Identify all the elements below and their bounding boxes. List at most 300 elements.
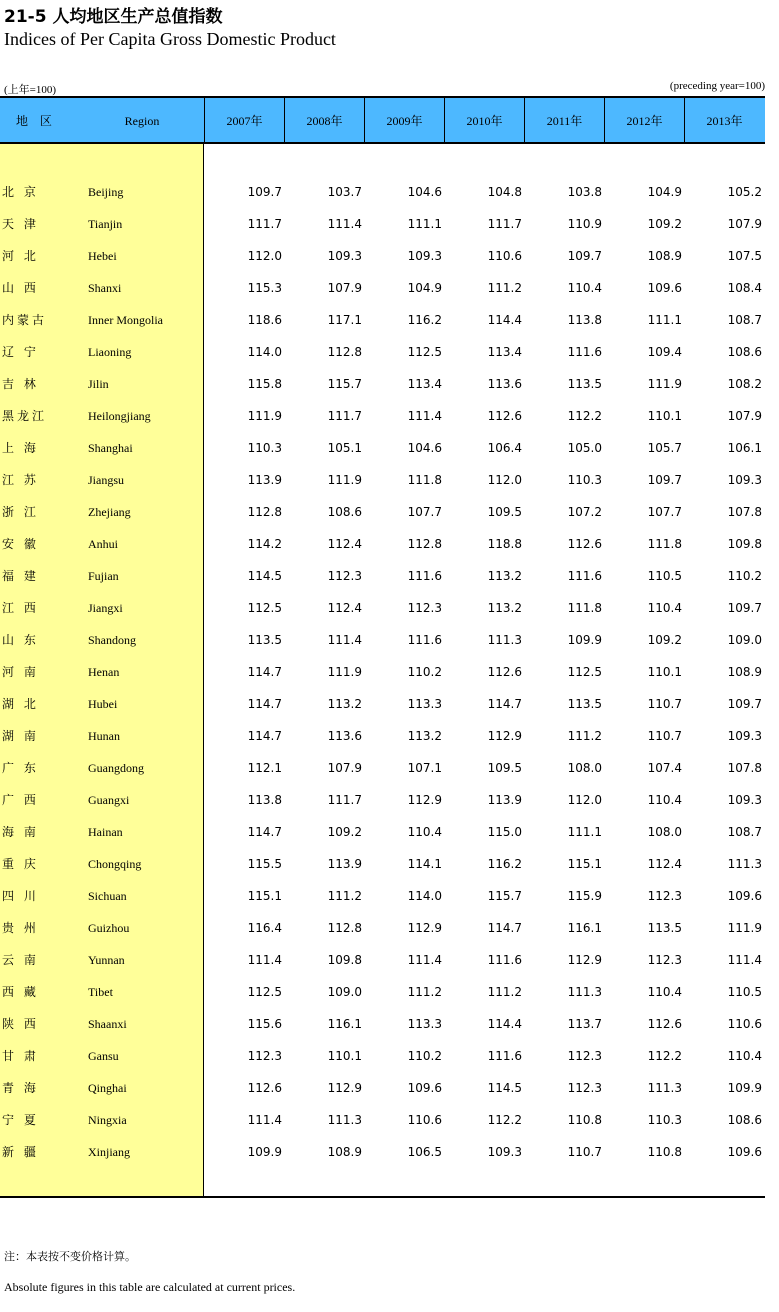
index-value: 111.8 [407, 473, 442, 487]
table-title-cn: 21-5 人均地区生产总值指数 [4, 7, 223, 27]
region-name-cn: 湖 南 [2, 729, 39, 743]
index-value: 112.5 [407, 345, 442, 359]
index-value: 107.8 [727, 505, 762, 519]
index-value: 113.5 [567, 697, 602, 711]
index-value: 110.1 [647, 409, 682, 423]
index-value: 109.3 [727, 729, 762, 743]
table-row [0, 1104, 765, 1136]
table-row [0, 528, 765, 560]
header-year: 2008年 [284, 98, 364, 142]
index-value: 107.9 [727, 217, 762, 231]
region-name-en: Sichuan [88, 889, 127, 903]
region-name-en: Yunnan [88, 953, 125, 967]
index-value: 107.7 [647, 505, 682, 519]
index-value: 107.2 [567, 505, 602, 519]
table-row [0, 368, 765, 400]
index-value: 108.7 [727, 313, 762, 327]
table-row [0, 272, 765, 304]
index-value: 107.9 [727, 409, 762, 423]
table-row [0, 912, 765, 944]
index-value: 110.3 [647, 1113, 682, 1127]
index-value: 112.0 [247, 249, 282, 263]
index-value: 115.6 [247, 1017, 282, 1031]
region-name-cn: 福 建 [2, 569, 39, 583]
index-value: 110.2 [727, 569, 762, 583]
index-value: 111.6 [567, 569, 602, 583]
index-value: 111.1 [407, 217, 442, 231]
index-value: 108.9 [727, 665, 762, 679]
index-value: 110.6 [487, 249, 522, 263]
index-value: 117.1 [327, 313, 362, 327]
table-row [0, 816, 765, 848]
table-row [0, 432, 765, 464]
unit-note-en: (preceding year=100) [669, 80, 765, 92]
index-value: 109.9 [567, 633, 602, 647]
index-value: 113.9 [327, 857, 362, 871]
index-value: 112.6 [247, 1081, 282, 1095]
region-name-cn: 甘 肃 [2, 1049, 39, 1063]
index-value: 111.4 [247, 1113, 282, 1127]
region-name-en: Henan [88, 665, 120, 679]
index-value: 109.6 [727, 889, 762, 903]
index-value: 113.4 [407, 377, 442, 391]
index-value: 112.3 [247, 1049, 282, 1063]
index-value: 116.1 [327, 1017, 362, 1031]
index-value: 108.6 [327, 505, 362, 519]
index-value: 116.1 [567, 921, 602, 935]
region-name-en: Beijing [88, 185, 124, 199]
index-value: 114.7 [247, 729, 282, 743]
index-value: 114.2 [247, 537, 282, 551]
table-row [0, 720, 765, 752]
table-row [0, 752, 765, 784]
table-row [0, 240, 765, 272]
index-value: 114.1 [407, 857, 442, 871]
index-value: 113.5 [247, 633, 282, 647]
index-value: 112.2 [487, 1113, 522, 1127]
index-value: 112.4 [647, 857, 682, 871]
region-name-cn: 广 东 [2, 761, 39, 775]
index-value: 112.3 [647, 953, 682, 967]
index-value: 111.4 [407, 409, 442, 423]
index-value: 111.2 [407, 985, 442, 999]
index-value: 107.9 [327, 281, 362, 295]
data-table [0, 96, 765, 1198]
index-value: 105.7 [647, 441, 682, 455]
index-value: 111.9 [247, 409, 282, 423]
index-value: 113.4 [487, 345, 522, 359]
region-name-en: Gansu [88, 1049, 119, 1063]
index-value: 111.4 [727, 953, 762, 967]
index-value: 111.2 [487, 281, 522, 295]
index-value: 113.3 [407, 697, 442, 711]
index-value: 107.8 [727, 761, 762, 775]
index-value: 111.9 [727, 921, 762, 935]
table-row [0, 464, 765, 496]
index-value: 107.9 [327, 761, 362, 775]
index-value: 113.8 [567, 313, 602, 327]
index-value: 111.6 [487, 953, 522, 967]
index-value: 109.7 [727, 697, 762, 711]
index-value: 113.5 [647, 921, 682, 935]
region-name-cn: 吉 林 [2, 377, 39, 391]
index-value: 109.9 [727, 1081, 762, 1095]
table-row [0, 944, 765, 976]
table-row [0, 1136, 765, 1168]
index-value: 108.9 [327, 1145, 362, 1159]
index-value: 111.2 [327, 889, 362, 903]
index-value: 114.7 [247, 697, 282, 711]
index-value: 107.1 [407, 761, 442, 775]
index-value: 112.0 [567, 793, 602, 807]
region-name-cn: 浙 江 [2, 505, 39, 519]
header-year: 2007年 [204, 98, 284, 142]
index-value: 112.6 [487, 409, 522, 423]
index-value: 109.7 [247, 185, 282, 199]
table-row [0, 336, 765, 368]
index-value: 112.6 [647, 1017, 682, 1031]
index-value: 113.7 [567, 1017, 602, 1031]
index-value: 104.6 [407, 441, 442, 455]
index-value: 113.6 [327, 729, 362, 743]
index-value: 110.2 [407, 1049, 442, 1063]
index-value: 112.9 [487, 729, 522, 743]
region-name-cn: 内蒙古 [2, 313, 48, 327]
index-value: 114.0 [247, 345, 282, 359]
index-value: 112.1 [247, 761, 282, 775]
region-name-cn: 辽 宁 [2, 345, 39, 359]
region-name-cn: 安 徽 [2, 537, 39, 551]
region-name-cn: 上 海 [2, 441, 39, 455]
index-value: 108.6 [727, 1113, 762, 1127]
index-value: 107.5 [727, 249, 762, 263]
region-name-en: Shanxi [88, 281, 122, 295]
index-value: 106.5 [407, 1145, 442, 1159]
region-name-cn: 黑龙江 [2, 409, 48, 423]
index-value: 108.2 [727, 377, 762, 391]
table-row [0, 1072, 765, 1104]
index-value: 111.3 [647, 1081, 682, 1095]
index-value: 115.7 [487, 889, 522, 903]
header-year: 2012年 [604, 98, 684, 142]
index-value: 109.2 [647, 633, 682, 647]
index-value: 113.2 [407, 729, 442, 743]
region-name-cn: 贵 州 [2, 921, 39, 935]
index-value: 104.9 [647, 185, 682, 199]
region-name-cn: 河 南 [2, 665, 39, 679]
index-value: 105.2 [727, 185, 762, 199]
region-name-en: Shandong [88, 633, 136, 647]
region-name-en: Hainan [88, 825, 123, 839]
region-name-en: Hunan [88, 729, 120, 743]
index-value: 111.2 [567, 729, 602, 743]
region-name-cn: 江 苏 [2, 473, 39, 487]
index-value: 112.8 [327, 921, 362, 935]
index-value: 112.9 [407, 921, 442, 935]
index-value: 113.2 [487, 569, 522, 583]
index-value: 110.4 [647, 601, 682, 615]
index-value: 112.3 [567, 1049, 602, 1063]
index-value: 110.1 [647, 665, 682, 679]
index-value: 111.7 [247, 217, 282, 231]
index-value: 108.6 [727, 345, 762, 359]
region-name-cn: 青 海 [2, 1081, 39, 1095]
index-value: 111.7 [327, 409, 362, 423]
index-value: 112.8 [407, 537, 442, 551]
index-value: 109.6 [647, 281, 682, 295]
index-value: 118.8 [487, 537, 522, 551]
index-value: 109.7 [727, 601, 762, 615]
index-value: 110.3 [567, 473, 602, 487]
index-value: 110.4 [727, 1049, 762, 1063]
index-value: 109.8 [727, 537, 762, 551]
index-value: 109.3 [487, 1145, 522, 1159]
index-value: 108.7 [727, 825, 762, 839]
index-value: 108.0 [567, 761, 602, 775]
index-value: 110.8 [647, 1145, 682, 1159]
index-value: 113.9 [247, 473, 282, 487]
region-name-cn: 江 西 [2, 601, 39, 615]
region-name-en: Tibet [88, 985, 113, 999]
header-region-cn: 地 区 [16, 114, 56, 128]
index-value: 113.3 [407, 1017, 442, 1031]
index-value: 111.4 [247, 953, 282, 967]
index-value: 110.2 [407, 665, 442, 679]
index-value: 108.4 [727, 281, 762, 295]
index-value: 111.8 [647, 537, 682, 551]
index-value: 113.2 [327, 697, 362, 711]
index-value: 111.3 [487, 633, 522, 647]
region-name-en: Guangdong [88, 761, 144, 775]
index-value: 112.5 [567, 665, 602, 679]
index-value: 115.5 [247, 857, 282, 871]
index-value: 114.4 [487, 1017, 522, 1031]
region-name-en: Guangxi [88, 793, 130, 807]
index-value: 104.9 [407, 281, 442, 295]
index-value: 111.9 [327, 665, 362, 679]
index-value: 107.7 [407, 505, 442, 519]
index-value: 112.5 [247, 601, 282, 615]
index-value: 111.4 [407, 953, 442, 967]
table-row [0, 1008, 765, 1040]
index-value: 103.8 [567, 185, 602, 199]
table-header [0, 96, 765, 144]
table-row [0, 848, 765, 880]
index-value: 109.8 [327, 953, 362, 967]
table-row [0, 688, 765, 720]
region-name-en: Xinjiang [88, 1145, 130, 1159]
index-value: 111.6 [567, 345, 602, 359]
index-value: 110.4 [647, 985, 682, 999]
region-name-cn: 重 庆 [2, 857, 39, 871]
index-value: 115.9 [567, 889, 602, 903]
table-row [0, 1040, 765, 1072]
footnote-cn: 注：本表按不变价格计算。 [4, 1250, 136, 1263]
table-row [0, 592, 765, 624]
table-body [0, 144, 765, 1198]
header-year: 2011年 [524, 98, 604, 142]
index-value: 111.2 [487, 985, 522, 999]
index-value: 112.6 [567, 537, 602, 551]
index-value: 109.9 [247, 1145, 282, 1159]
region-name-en: Inner Mongolia [88, 313, 163, 327]
region-name-en: Zhejiang [88, 505, 131, 519]
index-value: 110.6 [407, 1113, 442, 1127]
index-value: 103.7 [327, 185, 362, 199]
unit-note-cn: (上年=100) [4, 84, 57, 96]
region-name-cn: 广 西 [2, 793, 39, 807]
index-value: 114.7 [487, 921, 522, 935]
index-value: 114.7 [247, 665, 282, 679]
index-value: 108.0 [647, 825, 682, 839]
index-value: 110.9 [567, 217, 602, 231]
index-value: 111.9 [327, 473, 362, 487]
table-row [0, 976, 765, 1008]
region-name-en: Hubei [88, 697, 118, 711]
index-value: 107.4 [647, 761, 682, 775]
index-value: 114.0 [407, 889, 442, 903]
index-value: 113.5 [567, 377, 602, 391]
region-name-en: Shanghai [88, 441, 133, 455]
index-value: 110.6 [727, 1017, 762, 1031]
region-name-en: Guizhou [88, 921, 130, 935]
index-value: 116.4 [247, 921, 282, 935]
region-name-en: Chongqing [88, 857, 142, 871]
index-value: 110.1 [327, 1049, 362, 1063]
index-value: 112.9 [327, 1081, 362, 1095]
index-value: 110.5 [647, 569, 682, 583]
index-value: 113.8 [247, 793, 282, 807]
index-value: 111.8 [567, 601, 602, 615]
index-value: 112.6 [487, 665, 522, 679]
index-value: 112.3 [327, 569, 362, 583]
region-name-en: Anhui [88, 537, 118, 551]
index-value: 115.0 [487, 825, 522, 839]
index-value: 111.4 [327, 633, 362, 647]
index-value: 116.2 [407, 313, 442, 327]
index-value: 111.3 [727, 857, 762, 871]
index-value: 108.9 [647, 249, 682, 263]
index-value: 109.2 [327, 825, 362, 839]
table-title-en: Indices of Per Capita Gross Domestic Product [4, 29, 336, 49]
index-value: 110.8 [567, 1113, 602, 1127]
table-row [0, 176, 765, 208]
region-name-cn: 山 东 [2, 633, 39, 647]
table-row [0, 400, 765, 432]
region-name-en: Jiangxi [88, 601, 123, 615]
table-row [0, 656, 765, 688]
index-value: 111.3 [327, 1113, 362, 1127]
index-value: 109.3 [327, 249, 362, 263]
index-value: 111.3 [567, 985, 602, 999]
index-value: 112.8 [327, 345, 362, 359]
table-row [0, 784, 765, 816]
header-region-en: Region [124, 114, 160, 128]
region-name-cn: 西 藏 [2, 985, 39, 999]
region-name-cn: 新 疆 [2, 1145, 39, 1159]
index-value: 105.0 [567, 441, 602, 455]
index-value: 110.7 [647, 697, 682, 711]
index-value: 113.9 [487, 793, 522, 807]
index-value: 112.2 [567, 409, 602, 423]
index-value: 110.4 [567, 281, 602, 295]
index-value: 110.5 [727, 985, 762, 999]
index-value: 113.2 [487, 601, 522, 615]
index-value: 109.3 [727, 793, 762, 807]
table-row [0, 304, 765, 336]
footnote-en: Absolute figures in this table are calculated at current prices. [4, 1280, 296, 1294]
index-value: 115.8 [247, 377, 282, 391]
index-value: 112.8 [247, 505, 282, 519]
index-value: 111.9 [647, 377, 682, 391]
region-name-cn: 宁 夏 [2, 1113, 39, 1127]
region-name-en: Hebei [88, 249, 117, 263]
table-row [0, 496, 765, 528]
index-value: 115.1 [247, 889, 282, 903]
index-value: 111.7 [487, 217, 522, 231]
index-value: 112.4 [327, 601, 362, 615]
index-value: 112.9 [567, 953, 602, 967]
region-name-en: Jiangsu [88, 473, 124, 487]
index-value: 114.5 [247, 569, 282, 583]
index-value: 115.7 [327, 377, 362, 391]
index-value: 105.1 [327, 441, 362, 455]
index-value: 111.4 [327, 217, 362, 231]
index-value: 111.6 [487, 1049, 522, 1063]
index-value: 109.7 [567, 249, 602, 263]
index-value: 110.7 [647, 729, 682, 743]
region-name-en: Fujian [88, 569, 119, 583]
index-value: 109.7 [647, 473, 682, 487]
region-name-en: Liaoning [88, 345, 132, 359]
index-value: 109.5 [487, 505, 522, 519]
index-value: 109.0 [327, 985, 362, 999]
region-name-cn: 四 川 [2, 889, 39, 903]
index-value: 115.3 [247, 281, 282, 295]
index-value: 112.3 [647, 889, 682, 903]
index-value: 109.6 [727, 1145, 762, 1159]
header-year: 2010年 [444, 98, 524, 142]
table-row [0, 560, 765, 592]
region-name-cn: 河 北 [2, 249, 39, 263]
table-row [0, 880, 765, 912]
index-value: 112.3 [407, 601, 442, 615]
index-value: 111.7 [327, 793, 362, 807]
index-value: 115.1 [567, 857, 602, 871]
index-value: 106.1 [727, 441, 762, 455]
index-value: 110.3 [247, 441, 282, 455]
index-value: 111.6 [407, 633, 442, 647]
index-value: 112.5 [247, 985, 282, 999]
index-value: 112.3 [567, 1081, 602, 1095]
region-name-cn: 山 西 [2, 281, 39, 295]
index-value: 111.1 [647, 313, 682, 327]
index-value: 109.3 [727, 473, 762, 487]
region-name-en: Shaanxi [88, 1017, 127, 1031]
index-value: 114.7 [247, 825, 282, 839]
index-value: 109.3 [407, 249, 442, 263]
region-name-cn: 陕 西 [2, 1017, 39, 1031]
index-value: 112.9 [407, 793, 442, 807]
header-year: 2013年 [684, 98, 764, 142]
region-name-en: Qinghai [88, 1081, 127, 1095]
index-value: 109.0 [727, 633, 762, 647]
index-value: 118.6 [247, 313, 282, 327]
region-name-en: Ningxia [88, 1113, 127, 1127]
index-value: 111.6 [407, 569, 442, 583]
index-value: 114.5 [487, 1081, 522, 1095]
index-value: 110.7 [567, 1145, 602, 1159]
